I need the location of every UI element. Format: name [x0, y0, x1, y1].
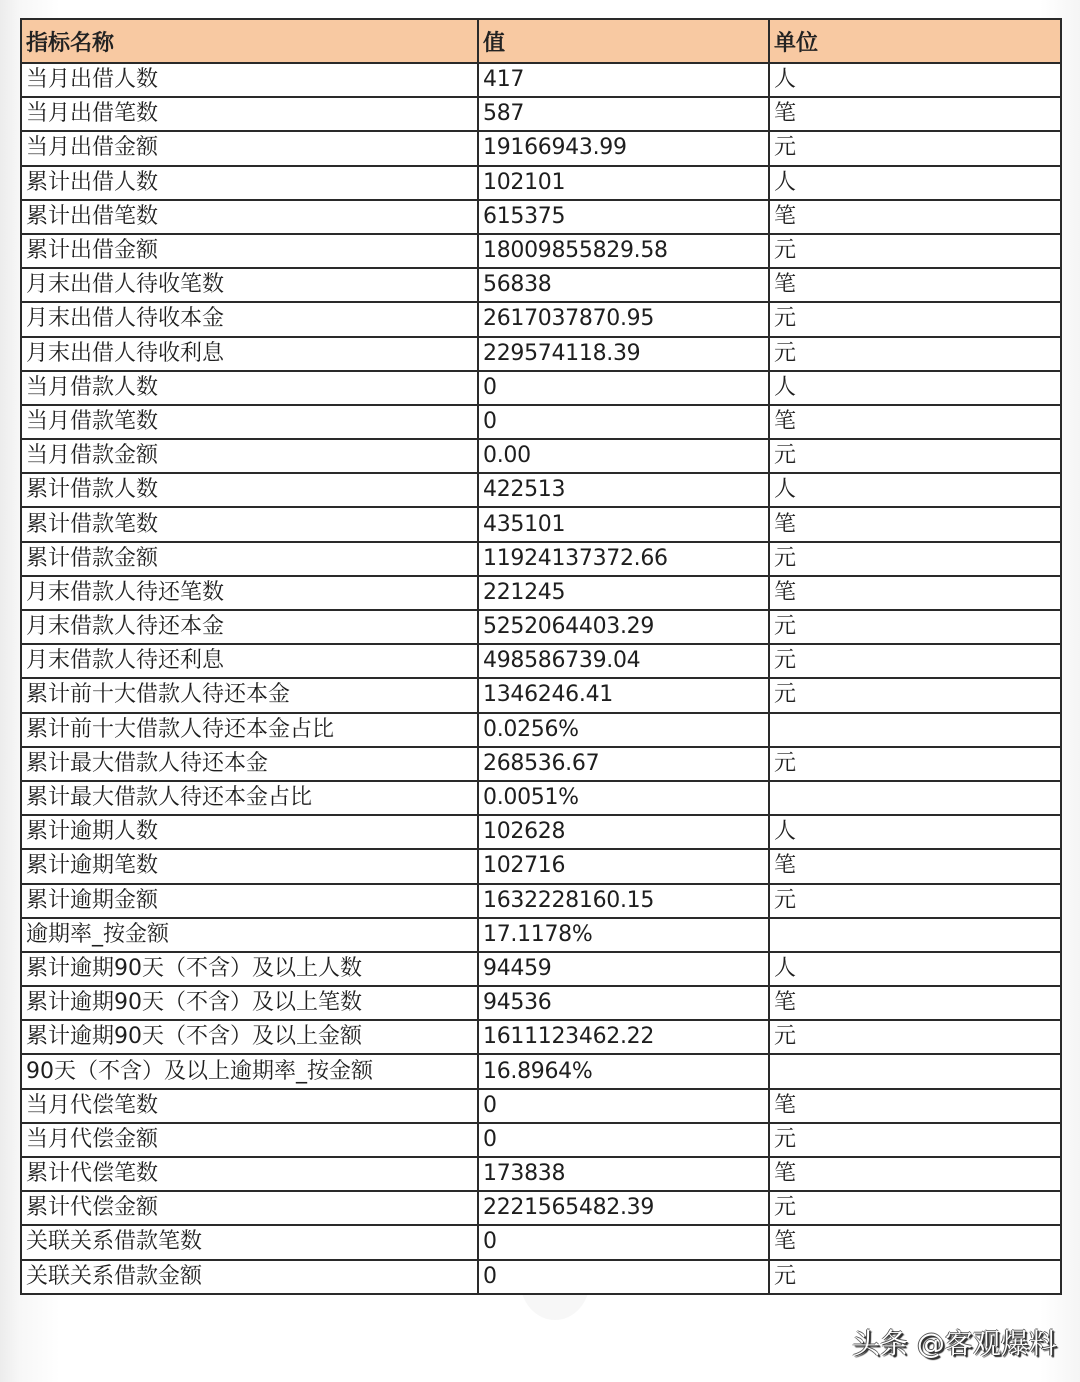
- cell-unit: 笔: [769, 986, 1061, 1020]
- cell-metric-name: 当月出借金额: [21, 131, 478, 165]
- cell-metric-name: 累计逾期笔数: [21, 849, 478, 883]
- cell-metric-name: 当月借款人数: [21, 371, 478, 405]
- cell-unit: 笔: [769, 1157, 1061, 1191]
- cell-unit: 元: [769, 747, 1061, 781]
- cell-unit: 笔: [769, 507, 1061, 541]
- cell-metric-name: 累计前十大借款人待还本金占比: [21, 713, 478, 747]
- cell-value: 11924137372.66: [478, 542, 769, 576]
- cell-metric-name: 累计最大借款人待还本金占比: [21, 781, 478, 815]
- cell-metric-name: 当月代偿金额: [21, 1123, 478, 1157]
- table-row: [21, 473, 1061, 507]
- cell-unit: 元: [769, 610, 1061, 644]
- cell-unit: 笔: [769, 268, 1061, 302]
- cell-unit: 元: [769, 644, 1061, 678]
- cell-value: 1632228160.15: [478, 884, 769, 918]
- cell-metric-name: 累计代偿金额: [21, 1191, 478, 1225]
- cell-metric-name: 月末借款人待还笔数: [21, 576, 478, 610]
- cell-value: 2221565482.39: [478, 1191, 769, 1225]
- cell-value: 587: [478, 97, 769, 131]
- table-row: [21, 97, 1061, 131]
- cell-value: 17.1178%: [478, 918, 769, 952]
- cell-unit: 元: [769, 234, 1061, 268]
- cell-metric-name: 当月出借人数: [21, 63, 478, 97]
- cell-unit: 笔: [769, 1089, 1061, 1123]
- cell-metric-name: 累计前十大借款人待还本金: [21, 678, 478, 712]
- cell-metric-name: 关联关系借款金额: [21, 1260, 478, 1294]
- cell-unit: 元: [769, 302, 1061, 336]
- table-row: [21, 63, 1061, 97]
- table-row: [21, 781, 1061, 815]
- cell-metric-name: 累计出借金额: [21, 234, 478, 268]
- table-row: [21, 337, 1061, 371]
- cell-unit: 人: [769, 473, 1061, 507]
- cell-value: 18009855829.58: [478, 234, 769, 268]
- cell-metric-name: 累计借款人数: [21, 473, 478, 507]
- table-row: [21, 507, 1061, 541]
- cell-unit: 元: [769, 337, 1061, 371]
- cell-unit: 元: [769, 1260, 1061, 1294]
- table-row: [21, 747, 1061, 781]
- table-row: [21, 644, 1061, 678]
- cell-value: 1611123462.22: [478, 1020, 769, 1054]
- table-body: [21, 63, 1061, 1294]
- cell-unit: 元: [769, 1020, 1061, 1054]
- table-row: [21, 1191, 1061, 1225]
- table-row: [21, 542, 1061, 576]
- table-row: [21, 302, 1061, 336]
- cell-metric-name: 累计代偿笔数: [21, 1157, 478, 1191]
- cell-metric-name: 月末借款人待还本金: [21, 610, 478, 644]
- cell-metric-name: 关联关系借款笔数: [21, 1225, 478, 1259]
- table-row: [21, 1054, 1061, 1088]
- cell-unit: [769, 1054, 1061, 1088]
- cell-unit: [769, 713, 1061, 747]
- table-row: [21, 439, 1061, 473]
- table-row: [21, 1260, 1061, 1294]
- table-row: [21, 986, 1061, 1020]
- cell-value: 221245: [478, 576, 769, 610]
- cell-unit: 笔: [769, 97, 1061, 131]
- metrics-table: [20, 18, 1062, 1295]
- cell-metric-name: 逾期率_按金额: [21, 918, 478, 952]
- cell-metric-name: 累计出借人数: [21, 166, 478, 200]
- cell-metric-name: 当月借款金额: [21, 439, 478, 473]
- cell-value: 0: [478, 371, 769, 405]
- cell-metric-name: 当月出借笔数: [21, 97, 478, 131]
- cell-value: 229574118.39: [478, 337, 769, 371]
- cell-value: 1346246.41: [478, 678, 769, 712]
- cell-value: 16.8964%: [478, 1054, 769, 1088]
- cell-value: 268536.67: [478, 747, 769, 781]
- table-row: [21, 815, 1061, 849]
- cell-metric-name: 月末出借人待收利息: [21, 337, 478, 371]
- cell-value: 0.0051%: [478, 781, 769, 815]
- cell-value: 435101: [478, 507, 769, 541]
- cell-value: 94536: [478, 986, 769, 1020]
- table-row: [21, 200, 1061, 234]
- cell-value: 19166943.99: [478, 131, 769, 165]
- cell-value: 102101: [478, 166, 769, 200]
- table-row: [21, 952, 1061, 986]
- cell-metric-name: 月末借款人待还利息: [21, 644, 478, 678]
- table-row: [21, 610, 1061, 644]
- source-watermark: 头条 @客观爆料: [852, 1327, 1057, 1360]
- table-row: [21, 234, 1061, 268]
- table-row: [21, 1089, 1061, 1123]
- cell-metric-name: 累计借款笔数: [21, 507, 478, 541]
- cell-metric-name: 当月借款笔数: [21, 405, 478, 439]
- cell-value: 56838: [478, 268, 769, 302]
- cell-value: 173838: [478, 1157, 769, 1191]
- cell-unit: 笔: [769, 1225, 1061, 1259]
- cell-value: 0: [478, 1123, 769, 1157]
- table-row: [21, 1020, 1061, 1054]
- cell-unit: [769, 918, 1061, 952]
- table-row: [21, 576, 1061, 610]
- cell-value: 615375: [478, 200, 769, 234]
- cell-unit: 元: [769, 439, 1061, 473]
- cell-unit: 人: [769, 63, 1061, 97]
- column-header-value: 值: [478, 19, 769, 63]
- cell-value: 417: [478, 63, 769, 97]
- cell-value: 2617037870.95: [478, 302, 769, 336]
- table-row: [21, 884, 1061, 918]
- cell-value: 102716: [478, 849, 769, 883]
- column-header-unit: 单位: [769, 19, 1061, 63]
- cell-unit: 笔: [769, 405, 1061, 439]
- table-row: [21, 1123, 1061, 1157]
- table-row: [21, 713, 1061, 747]
- cell-value: 5252064403.29: [478, 610, 769, 644]
- table-row: [21, 918, 1061, 952]
- cell-unit: 笔: [769, 576, 1061, 610]
- cell-value: 0: [478, 1089, 769, 1123]
- cell-unit: 人: [769, 166, 1061, 200]
- cell-unit: [769, 781, 1061, 815]
- cell-value: 94459: [478, 952, 769, 986]
- table-row: [21, 678, 1061, 712]
- cell-metric-name: 当月代偿笔数: [21, 1089, 478, 1123]
- cell-metric-name: 累计逾期90天（不含）及以上人数: [21, 952, 478, 986]
- cell-unit: 元: [769, 678, 1061, 712]
- cell-value: 0: [478, 1225, 769, 1259]
- cell-unit: 笔: [769, 849, 1061, 883]
- cell-unit: 元: [769, 884, 1061, 918]
- table-header-row: [21, 19, 1061, 63]
- cell-metric-name: 累计最大借款人待还本金: [21, 747, 478, 781]
- table-row: [21, 371, 1061, 405]
- cell-metric-name: 月末出借人待收本金: [21, 302, 478, 336]
- table-row: [21, 1225, 1061, 1259]
- cell-metric-name: 累计逾期90天（不含）及以上金额: [21, 1020, 478, 1054]
- table-row: [21, 405, 1061, 439]
- table-row: [21, 849, 1061, 883]
- cell-unit: 元: [769, 542, 1061, 576]
- cell-unit: 人: [769, 952, 1061, 986]
- cell-metric-name: 月末出借人待收笔数: [21, 268, 478, 302]
- cell-value: 0.0256%: [478, 713, 769, 747]
- table-row: [21, 1157, 1061, 1191]
- cell-value: 0: [478, 1260, 769, 1294]
- cell-metric-name: 累计逾期人数: [21, 815, 478, 849]
- cell-metric-name: 累计借款金额: [21, 542, 478, 576]
- cell-unit: 元: [769, 131, 1061, 165]
- table-row: [21, 268, 1061, 302]
- cell-metric-name: 累计逾期90天（不含）及以上笔数: [21, 986, 478, 1020]
- cell-value: 0.00: [478, 439, 769, 473]
- cell-metric-name: 累计逾期金额: [21, 884, 478, 918]
- cell-metric-name: 累计出借笔数: [21, 200, 478, 234]
- table-row: [21, 166, 1061, 200]
- cell-value: 498586739.04: [478, 644, 769, 678]
- cell-value: 102628: [478, 815, 769, 849]
- cell-unit: 元: [769, 1123, 1061, 1157]
- column-header-name: 指标名称: [21, 19, 478, 63]
- table-row: [21, 131, 1061, 165]
- cell-value: 0: [478, 405, 769, 439]
- cell-unit: 人: [769, 371, 1061, 405]
- cell-unit: 元: [769, 1191, 1061, 1225]
- cell-value: 422513: [478, 473, 769, 507]
- cell-unit: 人: [769, 815, 1061, 849]
- cell-unit: 笔: [769, 200, 1061, 234]
- cell-metric-name: 90天（不含）及以上逾期率_按金额: [21, 1054, 478, 1088]
